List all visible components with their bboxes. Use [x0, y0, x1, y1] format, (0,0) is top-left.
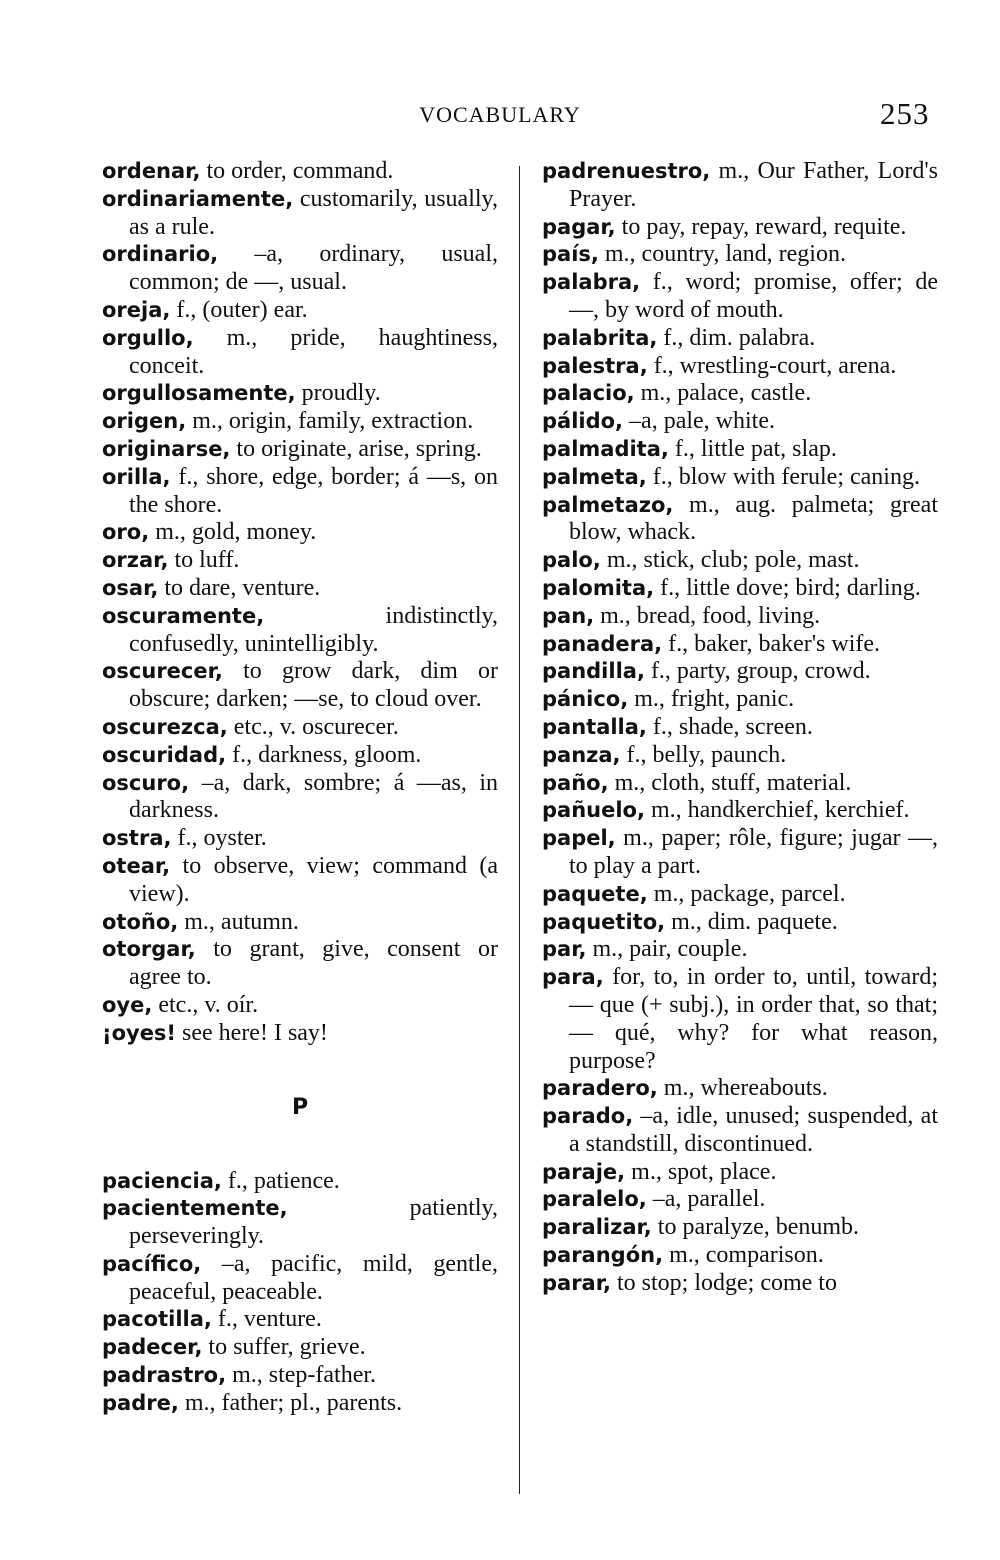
headword: par, — [542, 937, 587, 962]
definition: m., autumn. — [178, 908, 299, 935]
headword: origen, — [102, 409, 187, 434]
entry-paraje — [542, 1159, 938, 1187]
definition: to grant, give, consent or agree to. — [129, 936, 498, 991]
definition: m., aug. palmeta; great blow, whack. — [569, 491, 938, 546]
headword: oye, — [102, 992, 153, 1017]
entry-paquete — [542, 881, 938, 909]
headword: parangón, — [542, 1243, 664, 1268]
headword: palmetazo, — [542, 492, 674, 517]
headword: otoño, — [102, 909, 179, 934]
definition: f., oyster. — [171, 825, 267, 852]
headword: ordenar, — [102, 159, 201, 183]
left-column — [102, 158, 498, 1418]
entry-padrenuestro — [542, 158, 938, 214]
entry-ordinario — [102, 241, 498, 297]
headword: oscuridad, — [102, 742, 227, 767]
section-letter: P — [291, 1094, 309, 1120]
entry-pan — [542, 603, 938, 631]
entry-origen — [102, 408, 498, 436]
entry-otoño — [102, 909, 498, 937]
definition: f., darkness, gloom. — [226, 741, 422, 768]
headword: otorgar, — [102, 937, 196, 962]
headword: pantalla, — [542, 714, 647, 739]
entry-parar — [542, 1270, 938, 1298]
entry-pandilla — [542, 658, 938, 686]
headword: padrenuestro, — [542, 159, 711, 183]
headword: palmeta, — [542, 464, 647, 489]
definition: –a, idle, unused; suspended, at a standstill, discontinued. — [569, 1103, 938, 1157]
entry-originarse — [102, 436, 498, 464]
definition: customarily, usually, as a rule. — [129, 185, 498, 240]
definition: to pay, repay, reward, requite. — [615, 213, 907, 240]
headword: originarse, — [102, 436, 231, 461]
definition: indistinctly, confusedly, unintelligibly. — [129, 602, 498, 657]
definition: m., pair, couple. — [586, 936, 748, 963]
definition: f., little pat, slap. — [668, 435, 837, 462]
definition: –a, dark, sombre; á —as, in darkness. — [129, 769, 498, 824]
definition: etc., v. oír. — [152, 991, 259, 1018]
entry-pagar — [542, 214, 938, 242]
headword: paño, — [542, 770, 609, 795]
headword: pagar, — [542, 214, 616, 239]
definition: m., step-father. — [226, 1362, 377, 1389]
definition: m., cloth, stuff, material. — [608, 769, 852, 796]
entry-padre — [102, 1390, 498, 1418]
headword: paquetito, — [542, 909, 666, 934]
headword: oscurezca, — [102, 714, 228, 739]
entry-osar — [102, 575, 498, 603]
definition: m., package, parcel. — [647, 880, 846, 907]
entry-pacotilla — [102, 1306, 498, 1334]
headword: para, — [542, 965, 604, 990]
entry-parado — [542, 1103, 938, 1159]
definition: m., paper; rôle, figure; jugar —, to play a part. — [569, 825, 938, 879]
entry-palomita — [542, 575, 938, 603]
entry-oscuramente — [102, 603, 498, 659]
definition: etc., v. oscurecer. — [227, 713, 399, 740]
column-divider — [519, 166, 520, 1494]
definition: to luff. — [168, 547, 240, 574]
definition: f., shore, edge, border; á —s, on the shore. — [129, 463, 498, 518]
entry-oscurezca — [102, 714, 498, 742]
definition: m., country, land, region. — [598, 241, 846, 268]
page-header-title: VOCABULARY — [419, 102, 581, 127]
headword: padrastro, — [102, 1363, 227, 1388]
entry-parangón — [542, 1242, 938, 1270]
entry-otear — [102, 853, 498, 909]
entry-oreja — [102, 297, 498, 325]
entry-oye — [102, 992, 498, 1020]
headword: pacientemente, — [102, 1196, 288, 1221]
entry-palestra — [542, 353, 938, 381]
entry-panadera — [542, 631, 938, 659]
definition: f., wrestling-court, arena. — [647, 352, 897, 379]
definition: m., dim. paquete. — [665, 908, 838, 935]
entry-paralizar — [542, 1214, 938, 1242]
definition: m., stick, club; pole, mast. — [600, 547, 860, 574]
definition: to dare, venture. — [158, 574, 321, 601]
right-column — [542, 158, 938, 1298]
entry-oscuridad — [102, 742, 498, 770]
headword: paradero, — [542, 1076, 658, 1101]
headword: paralizar, — [542, 1215, 652, 1240]
entry-oscurecer — [102, 658, 498, 714]
definition: f., belly, paunch. — [620, 741, 787, 768]
entry-pálido — [542, 408, 938, 436]
entry-palmadita — [542, 436, 938, 464]
definition: f., baker, baker's wife. — [662, 630, 881, 657]
headword: parar, — [542, 1270, 611, 1295]
entry-país — [542, 241, 938, 269]
headword: palomita, — [542, 575, 655, 600]
headword: pálido, — [542, 409, 624, 434]
running-head — [0, 96, 1000, 136]
definition: –a, pale, white. — [623, 408, 775, 435]
definition: m., origin, family, extraction. — [186, 408, 474, 435]
definition: to suffer, grieve. — [202, 1334, 366, 1361]
headword: palacio, — [542, 381, 635, 406]
headword: palmadita, — [542, 436, 669, 461]
definition: f., word; promise, offer; de —, by word of mouth. — [569, 269, 938, 323]
definition: to originate, arise, spring. — [230, 435, 482, 462]
entry-paciencia — [102, 1168, 498, 1196]
entry-par — [542, 936, 938, 964]
entry-panza — [542, 742, 938, 770]
definition: m., fright, panic. — [628, 686, 795, 713]
headword: orgullo, — [102, 325, 194, 350]
headword: panza, — [542, 742, 621, 767]
headword: oro, — [102, 520, 150, 545]
definition: m., whereabouts. — [657, 1075, 828, 1102]
entry-paralelo — [542, 1186, 938, 1214]
definition: f., venture. — [211, 1306, 322, 1333]
definition: m., pride, haughtiness, conceit. — [129, 324, 498, 379]
headword: palo, — [542, 548, 601, 573]
headword: paraje, — [542, 1159, 626, 1184]
entry-pánico — [542, 686, 938, 714]
definition: –a, parallel. — [646, 1186, 766, 1213]
entry-paradero — [542, 1075, 938, 1103]
entry-palabrita — [542, 325, 938, 353]
headword: padre, — [102, 1390, 179, 1415]
entry-papel — [542, 825, 938, 881]
headword: paciencia, — [102, 1168, 222, 1193]
headword: pañuelo, — [542, 798, 645, 823]
entry-oscuro — [102, 770, 498, 826]
entry-palabra — [542, 269, 938, 325]
entry-ordenar — [102, 158, 498, 186]
headword: pacífico, — [102, 1251, 202, 1276]
headword: palabrita, — [542, 325, 658, 350]
entry-oro — [102, 519, 498, 547]
headword: orilla, — [102, 464, 171, 489]
definition: patiently, perseveringly. — [129, 1195, 498, 1250]
entry-palmetazo — [542, 492, 938, 548]
entry-pacientemente — [102, 1195, 498, 1251]
headword: orgullosamente, — [102, 381, 296, 406]
headword: paquete, — [542, 881, 648, 906]
entry-padrastro — [102, 1362, 498, 1390]
entry-otorgar — [102, 936, 498, 992]
headword: pánico, — [542, 687, 629, 712]
entry-pacífico — [102, 1251, 498, 1307]
definition: m., comparison. — [663, 1242, 824, 1269]
entry-ostra — [102, 825, 498, 853]
headword: palabra, — [542, 270, 641, 295]
definition: f., little dove; bird; darling. — [654, 574, 921, 601]
definition: m., handkerchief, kerchief. — [644, 797, 910, 824]
headword: otear, — [102, 853, 171, 878]
definition: f., patience. — [221, 1167, 340, 1194]
headword: padecer, — [102, 1335, 203, 1360]
headword: ordinariamente, — [102, 186, 294, 211]
definition: see here! I say! — [176, 1019, 328, 1046]
entry-paño — [542, 770, 938, 798]
definition: proudly. — [295, 380, 381, 407]
entry-orilla — [102, 464, 498, 520]
headword: país, — [542, 242, 599, 267]
definition: for, to, in order to, until, toward; — que (+ subj.), in order that, so that; — qué, why? for what reason, purpose? — [569, 964, 938, 1074]
definition: f., (outer) ear. — [170, 296, 308, 323]
entry-palacio — [542, 380, 938, 408]
definition: f., party, group, crowd. — [644, 658, 871, 685]
headword: parado, — [542, 1104, 634, 1129]
definition: m., father; pl., parents. — [178, 1389, 403, 1416]
headword: pan, — [542, 603, 595, 628]
headword: oreja, — [102, 297, 171, 322]
entry-orzar — [102, 547, 498, 575]
definition: to grow dark, dim or obscure; darken; —se, to cloud over. — [129, 658, 498, 713]
headword: papel, — [542, 826, 616, 851]
headword: ¡oyes! — [102, 1020, 177, 1045]
definition: to paralyze, benumb. — [651, 1214, 860, 1241]
entry-paquetito — [542, 909, 938, 937]
definition: m., palace, castle. — [634, 380, 812, 407]
definition: f., blow with ferule; caning. — [646, 463, 920, 490]
definition: to stop; lodge; come to — [610, 1269, 837, 1296]
entry-orgullosamente — [102, 380, 498, 408]
headword: palestra, — [542, 353, 648, 378]
entry-palo — [542, 547, 938, 575]
definition: –a, pacific, mild, gentle, peaceful, peaceable. — [129, 1250, 498, 1305]
definition: f., shade, screen. — [646, 713, 813, 740]
entry-pañuelo — [542, 797, 938, 825]
headword: ostra, — [102, 826, 172, 851]
entry-ordinariamente — [102, 186, 498, 242]
page-number: 253 — [880, 96, 930, 131]
definition: f., dim. palabra. — [657, 324, 816, 351]
definition: m., spot, place. — [625, 1158, 777, 1185]
headword: oscuramente, — [102, 603, 265, 628]
headword: ordinario, — [102, 242, 219, 267]
entry-oyes — [102, 1020, 498, 1048]
headword: paralelo, — [542, 1187, 647, 1212]
entry-pantalla — [542, 714, 938, 742]
headword: pandilla, — [542, 659, 645, 684]
definition: to observe, view; command (a view). — [129, 852, 498, 907]
definition: m., Our Father, Lord's Prayer. — [569, 158, 938, 212]
headword: orzar, — [102, 548, 169, 573]
entry-para — [542, 964, 938, 1075]
headword: oscurecer, — [102, 659, 223, 684]
headword: osar, — [102, 575, 159, 600]
entry-palmeta — [542, 464, 938, 492]
headword: oscuro, — [102, 770, 190, 795]
definition: m., gold, money. — [149, 519, 317, 546]
headword: pacotilla, — [102, 1307, 212, 1332]
definition: to order, command. — [200, 158, 394, 184]
entry-orgullo — [102, 325, 498, 381]
definition: –a, ordinary, usual, common; de —, usual. — [129, 241, 498, 296]
definition: m., bread, food, living. — [594, 602, 821, 629]
entry-padecer — [102, 1334, 498, 1362]
headword: panadera, — [542, 631, 663, 656]
